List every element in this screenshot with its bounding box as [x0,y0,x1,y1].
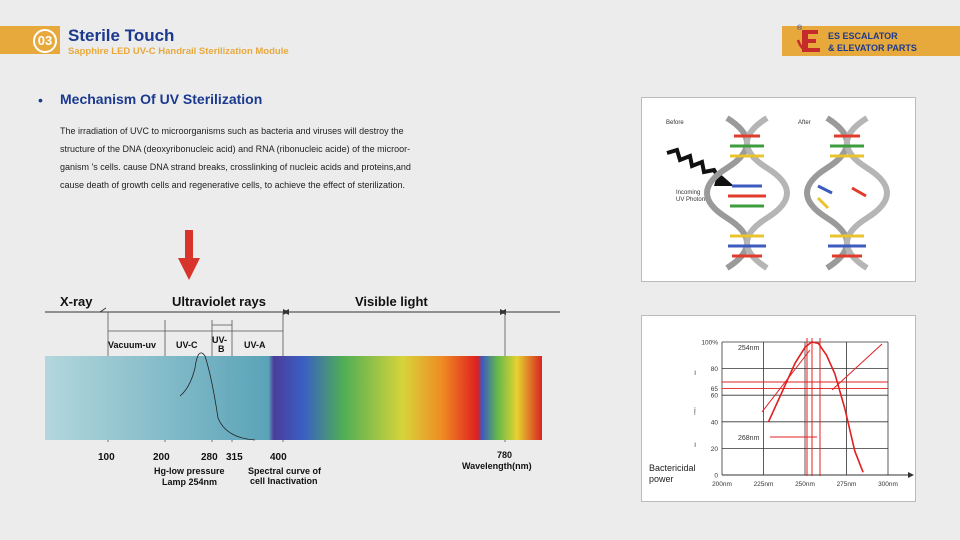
down-arrow-shaft [185,230,193,258]
tick-label: 200 [153,452,170,463]
y-tick-label: 40 [710,419,718,427]
x-tick-label: 225nm [753,481,774,488]
paragraph-line: The irradiation of UVC to microorganisms such as bacteria and viruses will destroy the [60,126,404,136]
x-tick-label: 200nm [712,481,732,488]
paragraph-line: ganism 's cells. cause DNA strand breaks, crosslinking of nucleic acids and proteins,and [60,162,411,172]
x-tick-label: 275nm [836,481,857,488]
side-mark: ı [694,368,697,377]
marker-arrow-right [832,344,882,390]
bactericidal-chart [642,316,917,503]
curve-label-line-1: Spectral curve of [248,466,322,476]
after-label: After [798,120,811,126]
y-tick-label: 20 [710,445,718,453]
spectrum-gradient-bar [45,356,542,440]
wavelength-axis-label: Wavelength(nm) [462,461,532,471]
band-label-vacuum-uv: Vacuum-uv [108,340,157,350]
x-tick-label: 300nm [878,481,898,488]
band-label-uvc: UV-C [176,340,198,350]
region-label-ultraviolet: Ultraviolet rays [172,294,266,309]
registered-mark: ® [797,25,803,32]
paragraph-line: cause death of growth cells and regenerative cells, to achieve the effect of sterilization. [60,180,406,190]
photon-label-line-2: UV Photon [676,197,706,203]
region-label-xray: X-ray [60,294,93,309]
dna-helix-after-icon [807,118,887,268]
lamp-label-line-1: Hg-low pressure [154,466,225,476]
lamp-label-line-2: Lamp 254nm [162,477,218,487]
photon-label-line-1: Incoming [676,190,701,196]
dna-helix-before-icon [707,118,787,268]
bactericidal-chart-panel [641,315,916,502]
region-label-visible: Visible light [355,294,428,309]
side-mark: ı [694,440,697,449]
bactericidal-curve [769,342,864,472]
tick-label: 315 [226,452,243,463]
band-label-uva: UV-A [244,340,266,350]
tick-label: 780 [497,450,513,460]
tick-label: 280 [201,452,218,463]
annotation-268nm: 268nm [738,435,760,442]
tick-label: 100 [98,452,115,463]
y-axis-label-line-2: power [649,474,674,484]
y-tick-label: 0 [714,472,718,480]
paragraph-line: structure of the DNA (deoxyribonucleic acid) and RNA (ribonucleic acide) of the microor- [60,144,411,154]
down-arrow-head [178,258,200,280]
marker-arrow-254 [762,350,810,412]
band-label-uvb-bottom: B [218,344,225,354]
uv-spectrum-diagram [40,228,560,498]
tick-label: 400 [270,452,287,463]
y-tick-label: 100% [701,339,718,347]
curve-label-line-2: cell Inactivation [250,476,318,486]
annotation-254nm: 254nm [738,345,760,352]
x-axis-arrow [908,472,914,478]
mechanism-paragraph [60,122,496,194]
uv-photon-icon [667,150,720,180]
logo-text-line-2: & ELEVATOR PARTS [828,43,917,53]
section-number-badge: 03 [33,29,57,53]
page-subtitle: Sapphire LED UV-C Handrail Sterilization Module [68,46,289,57]
side-mark: į [694,406,696,415]
section-title: Mechanism Of UV Sterilization [60,91,263,107]
y-tick-label: 60 [710,392,718,400]
y-tick-label: 65 [710,386,718,394]
y-axis-label-line-1: Bactericidal [649,463,696,473]
before-label: Before [666,120,684,126]
y-tick-label: 80 [710,366,718,374]
logo-text-line-1: ES ESCALATOR [828,31,898,41]
x-tick-label: 250nm [795,481,815,488]
dna-damage-illustration [641,97,916,282]
band-label-uvb-top: UV- [212,335,228,345]
section-bullet: • [38,92,43,108]
page-title: Sterile Touch [68,26,175,45]
